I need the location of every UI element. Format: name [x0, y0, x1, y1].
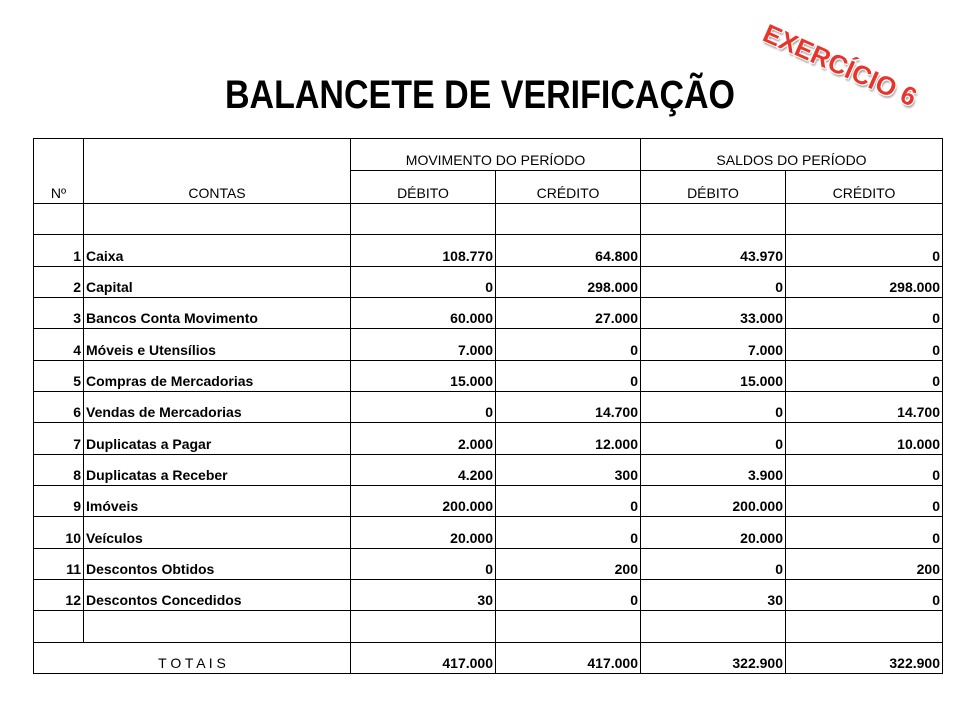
account-row [34, 266, 943, 297]
movement-debit-value: 15.000 [351, 360, 496, 391]
header-balance-debit: DÉBITO [641, 171, 786, 204]
movement-credit-value: 0 [496, 579, 641, 610]
account-number: 7 [34, 423, 84, 454]
movement-debit-value: 4.200 [351, 454, 496, 485]
account-row [34, 485, 943, 516]
balance-debit-value: 200.000 [641, 485, 786, 516]
balance-debit-value: 33.000 [641, 297, 786, 328]
account-name: Móveis e Utensílios [84, 329, 351, 360]
movement-credit-value: 0 [496, 485, 641, 516]
balance-debit-value: 43.970 [641, 235, 786, 266]
empty-cell [496, 611, 641, 642]
balance-credit-value: 0 [786, 329, 943, 360]
account-name: Duplicatas a Pagar [84, 423, 351, 454]
balance-credit-value: 0 [786, 517, 943, 548]
spacer-row-bottom [34, 611, 943, 642]
account-number: 8 [34, 454, 84, 485]
header-movimento-periodo: MOVIMENTO DO PERÍODO [351, 139, 641, 171]
balance-credit-value: 0 [786, 360, 943, 391]
balance-credit-value: 14.700 [786, 391, 943, 422]
account-number: 10 [34, 517, 84, 548]
account-number: 11 [34, 548, 84, 579]
account-row [34, 235, 943, 266]
balance-credit-value: 0 [786, 579, 943, 610]
movement-credit-value: 0 [496, 517, 641, 548]
empty-cell [351, 611, 496, 642]
total-balance-credit: 322.900 [786, 642, 943, 673]
account-name: Descontos Obtidos [84, 548, 351, 579]
balance-credit-value: 200 [786, 548, 943, 579]
total-balance-debit: 322.900 [641, 642, 786, 673]
movement-credit-value: 300 [496, 454, 641, 485]
account-number: 6 [34, 391, 84, 422]
empty-cell [641, 204, 786, 235]
movement-credit-value: 27.000 [496, 297, 641, 328]
balance-debit-value: 3.900 [641, 454, 786, 485]
table-body [34, 204, 943, 643]
account-number: 9 [34, 485, 84, 516]
movement-debit-value: 200.000 [351, 485, 496, 516]
totals-label: T O T A I S [34, 642, 351, 673]
account-row [34, 548, 943, 579]
balance-credit-value: 298.000 [786, 266, 943, 297]
table-header [34, 139, 943, 204]
trial-balance-table [33, 138, 943, 674]
movement-debit-value: 30 [351, 579, 496, 610]
table-totals [34, 642, 943, 673]
account-number: 12 [34, 579, 84, 610]
exercise-stamp: EXERCÍCIO 6 [758, 17, 922, 113]
total-movement-credit: 417.000 [496, 642, 641, 673]
balance-debit-value: 0 [641, 391, 786, 422]
empty-cell [351, 204, 496, 235]
account-name: Duplicatas a Receber [84, 454, 351, 485]
account-name: Bancos Conta Movimento [84, 297, 351, 328]
movement-credit-value: 298.000 [496, 266, 641, 297]
account-name: Caixa [84, 235, 351, 266]
header-saldos-periodo: SALDOS DO PERÍODO [641, 139, 943, 171]
account-row [34, 454, 943, 485]
account-row [34, 297, 943, 328]
balance-credit-value: 0 [786, 454, 943, 485]
balance-credit-value: 0 [786, 485, 943, 516]
movement-credit-value: 14.700 [496, 391, 641, 422]
header-movement-debit: DÉBITO [351, 171, 496, 204]
account-row [34, 329, 943, 360]
account-row [34, 360, 943, 391]
header-num: Nº [34, 139, 84, 204]
account-row [34, 579, 943, 610]
empty-cell [84, 611, 351, 642]
account-number: 5 [34, 360, 84, 391]
balance-debit-value: 0 [641, 266, 786, 297]
movement-credit-value: 200 [496, 548, 641, 579]
movement-debit-value: 0 [351, 548, 496, 579]
account-number: 1 [34, 235, 84, 266]
balance-debit-value: 15.000 [641, 360, 786, 391]
account-name: Capital [84, 266, 351, 297]
balance-credit-value: 0 [786, 235, 943, 266]
empty-cell [641, 611, 786, 642]
account-row [34, 423, 943, 454]
account-row [34, 517, 943, 548]
page-title: BALANCETE DE VERIFICAÇÃO [224, 72, 736, 118]
balance-credit-value: 10.000 [786, 423, 943, 454]
account-name: Veículos [84, 517, 351, 548]
header-movement-credit: CRÉDITO [496, 171, 641, 204]
movement-debit-value: 0 [351, 391, 496, 422]
totals-row [34, 642, 943, 673]
account-name: Compras de Mercadorias [84, 360, 351, 391]
balance-debit-value: 7.000 [641, 329, 786, 360]
empty-cell [786, 611, 943, 642]
balance-debit-value: 0 [641, 548, 786, 579]
spacer-row-top [34, 204, 943, 235]
empty-cell [496, 204, 641, 235]
balance-debit-value: 20.000 [641, 517, 786, 548]
balance-debit-value: 30 [641, 579, 786, 610]
account-row [34, 391, 943, 422]
account-number: 3 [34, 297, 84, 328]
movement-debit-value: 108.770 [351, 235, 496, 266]
account-number: 4 [34, 329, 84, 360]
balance-debit-value: 0 [641, 423, 786, 454]
header-balance-credit: CRÉDITO [786, 171, 943, 204]
balance-credit-value: 0 [786, 297, 943, 328]
account-name: Imóveis [84, 485, 351, 516]
movement-debit-value: 0 [351, 266, 496, 297]
account-name: Descontos Concedidos [84, 579, 351, 610]
empty-cell [34, 204, 84, 235]
account-number: 2 [34, 266, 84, 297]
movement-debit-value: 2.000 [351, 423, 496, 454]
movement-debit-value: 20.000 [351, 517, 496, 548]
movement-credit-value: 0 [496, 360, 641, 391]
account-name: Vendas de Mercadorias [84, 391, 351, 422]
header-contas: CONTAS [84, 139, 351, 204]
movement-credit-value: 0 [496, 329, 641, 360]
empty-cell [786, 204, 943, 235]
movement-credit-value: 12.000 [496, 423, 641, 454]
movement-credit-value: 64.800 [496, 235, 641, 266]
movement-debit-value: 60.000 [351, 297, 496, 328]
empty-cell [84, 204, 351, 235]
header-row-groups [34, 139, 943, 171]
movement-debit-value: 7.000 [351, 329, 496, 360]
empty-cell [34, 611, 84, 642]
total-movement-debit: 417.000 [351, 642, 496, 673]
